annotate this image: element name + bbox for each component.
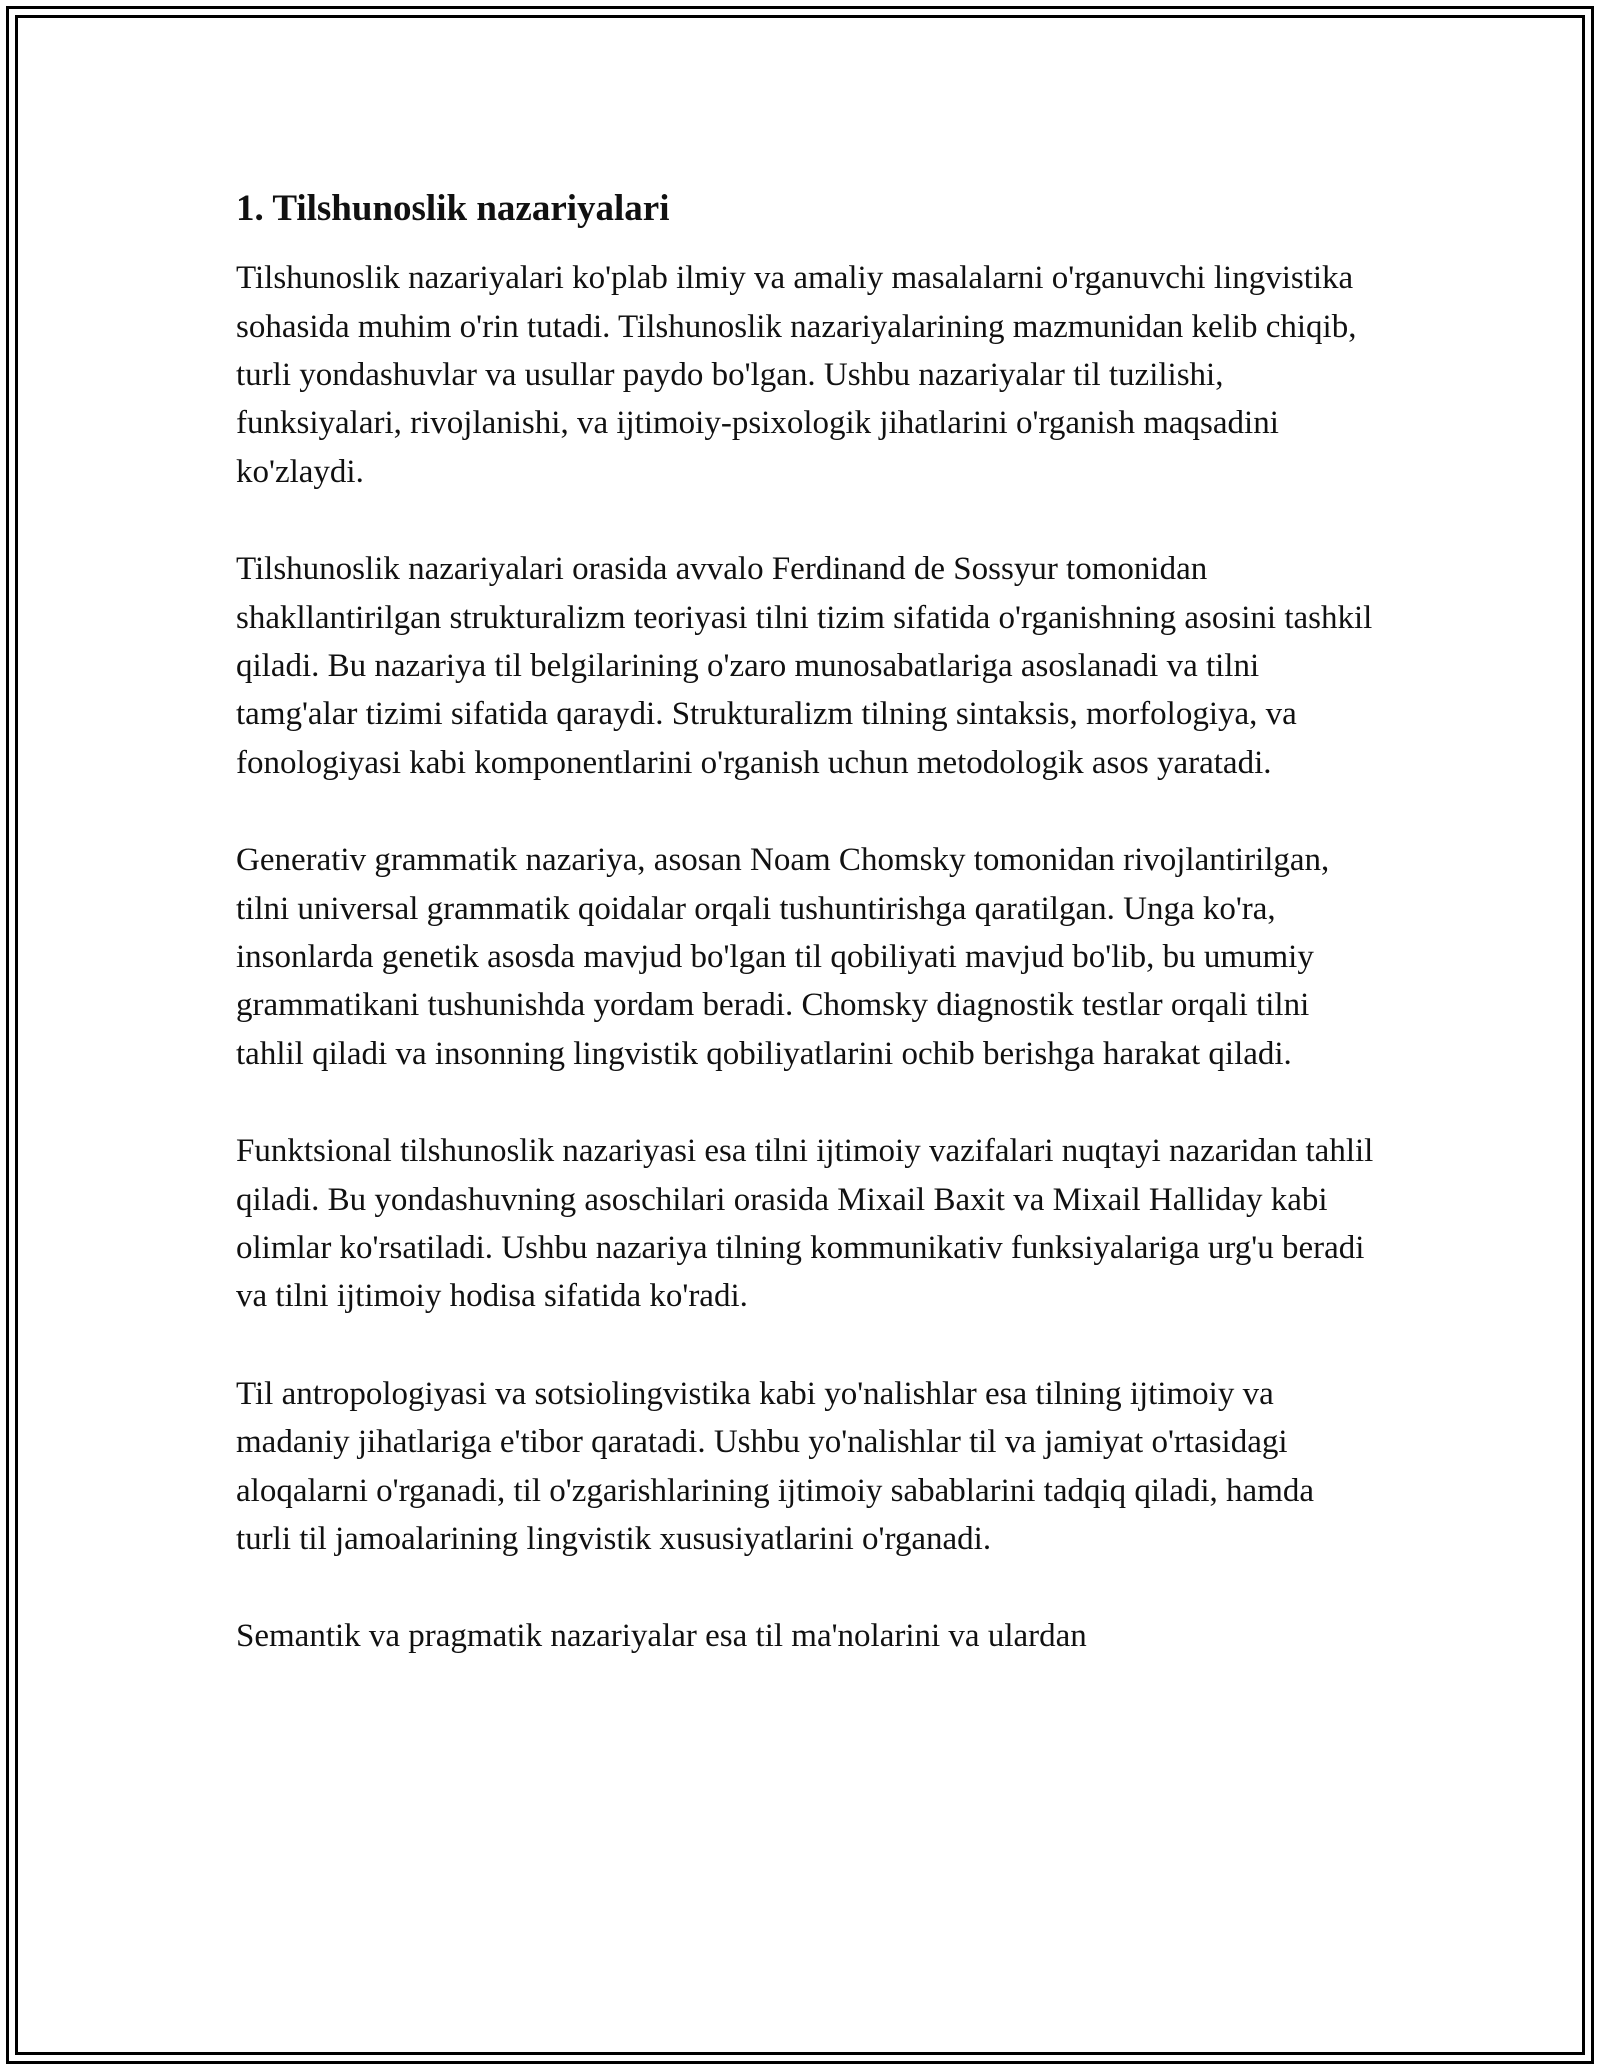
paragraph-structuralism: Tilshunoslik nazariyalari orasida avvalo Ferdinand de Sossyur tomonidan shakllantirilgan strukturalizm teoriyasi tilni tizim sifatida o'rganishning asosini tashkil qiladi. Bu nazariya til belgilarining o'zaro munosabatlariga asoslanadi va tilni tamg'alar tizimi sifatida qaraydi. Strukturalizm tilning sintaksis, morfologiya, va fonologiyasi kabi komponentlarini o'rganish uchun metodologik asos yaratadi. <box>236 551 1373 781</box>
paragraph-generative-grammar: Generativ grammatik nazariya, asosan Noam Chomsky tomonidan rivojlantirilgan, tilni universal grammatik qoidalar orqali tushuntirishga qaratilgan. Unga ko'ra, insonlarda genetik asosda mavjud bo'lgan til qobiliyati mavjud bo'lib, bu umumiy grammatikani tushunishda yordam beradi. Chomsky diagnostik testlar orqali tilni tahlil qiladi va insonning lingvistik qobiliyatlarini ochib berishga harakat qiladi. <box>236 842 1330 1072</box>
paragraph-semantics-pragmatics: Semantik va pragmatik nazariyalar esa til ma'nolarini va ulardan <box>236 1618 1087 1655</box>
document-body <box>236 185 1376 1710</box>
paragraph-functional-linguistics: Funktsional tilshunoslik nazariyasi esa tilni ijtimoiy vazifalari nuqtayi nazaridan tahlil qiladi. Bu yondashuvning asoschilari orasida Mixail Baxit va Mixail Halliday kabi olimlar ko'rsatiladi. Ushbu nazariya tilning kommunikativ funksiyalariga urg'u beradi va tilni ijtimoiy hodisa sifatida ko'radi. <box>236 1133 1374 1315</box>
section-heading: 1. Tilshunoslik nazariyalari <box>236 188 670 229</box>
paragraph-structuralism-intro: Tilshunoslik nazariyalari ko'plab ilmiy va amaliy masalalarni o'rganuvchi lingvistika sohasida muhim o'rin tutadi. Tilshunoslik nazariyalarining mazmunidan kelib chiqib, turli yondashuvlar va usullar paydo bo'lgan. Ushbu nazariyalar til tuzilishi, funksiyalari, rivojlanishi, va ijtimoiy-psixologik jihatlarini o'rganish maqsadini ko'zlaydi. <box>236 260 1357 490</box>
paragraph-anthropology-sociolinguistics: Til antropologiyasi va sotsiolingvistika kabi yo'nalishlar esa tilning ijtimoiy va madaniy jihatlariga e'tibor qaratadi. Ushbu yo'nalishlar til va jamiyat o'rtasidagi aloqalarni o'rganadi, til o'zgarishlarining ijtimoiy sabablarini tadqiq qiladi, hamda turli til jamoalarining lingvistik xususiyatlarini o'rganadi. <box>236 1375 1315 1558</box>
